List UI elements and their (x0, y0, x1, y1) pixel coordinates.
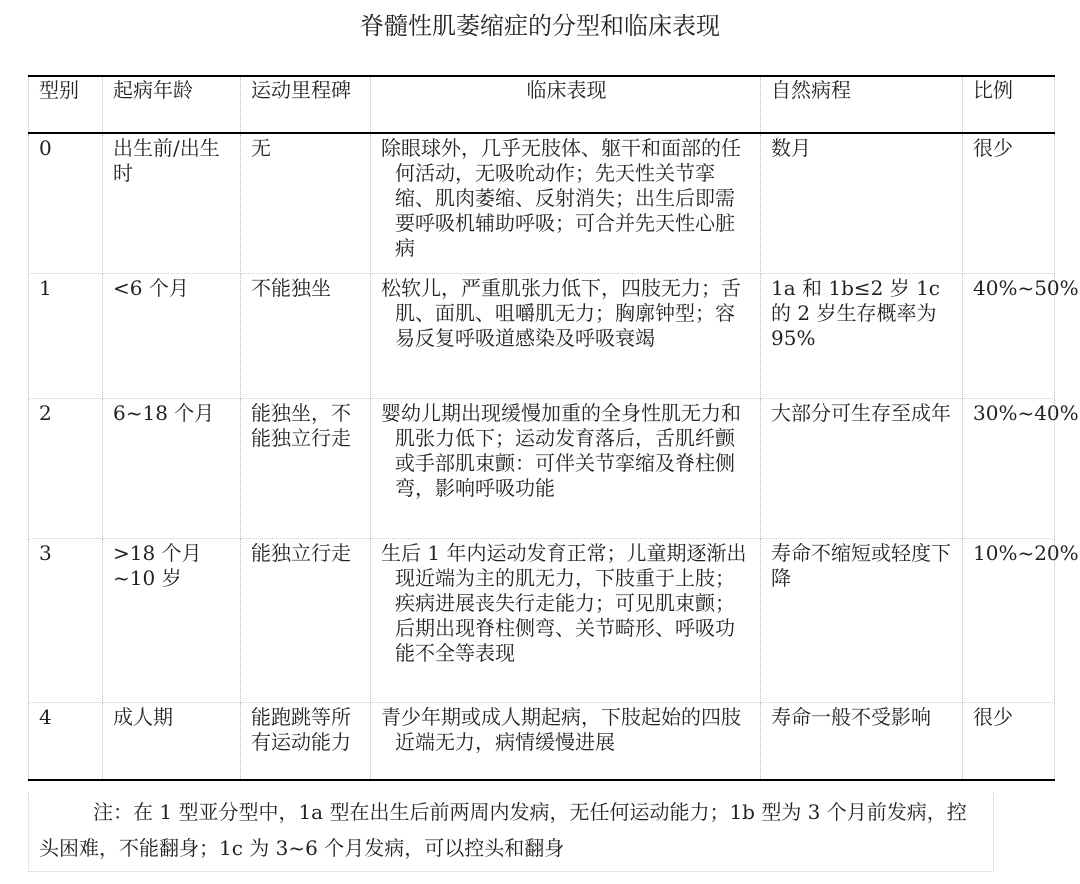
cell-onset-age: 成人期 (103, 703, 241, 781)
cell-onset-age: 6~18 个月 (103, 399, 241, 539)
cell-type: 4 (29, 703, 103, 781)
cell-course: 大部分可生存至成年 (761, 399, 963, 539)
cell-course: 寿命一般不受影响 (761, 703, 963, 781)
cell-type: 2 (29, 399, 103, 539)
cell-milestone: 能独坐，不能独立行走 (241, 399, 371, 539)
table-row (29, 703, 1055, 781)
cell-ratio: 10%~20% (963, 539, 1055, 703)
table-header-row (29, 76, 1055, 133)
footnote-text: 注：在 1 型亚分型中，1a 型在出生后前两周内发病，无任何运动能力；1b 型为 3 个月前发病，控头困难，不能翻身；1c 为 3~6 个月发病，可以控头和翻身 (39, 800, 967, 860)
table-row (29, 399, 1055, 539)
cell-milestone: 能跑跳等所有运动能力 (241, 703, 371, 781)
header-milestone: 运动里程碑 (241, 76, 371, 133)
cell-course: 数月 (761, 133, 963, 274)
cell-onset-age: >18 个月 ~10 岁 (103, 539, 241, 703)
header-onset-age: 起病年龄 (103, 76, 241, 133)
cell-milestone: 无 (241, 133, 371, 274)
cell-clinical: 婴幼儿期出现缓慢加重的全身性肌无力和肌张力低下；运动发育落后，舌肌纤颤或手部肌束颤：可伴关节挛缩及脊柱侧弯，影响呼吸功能 (371, 399, 761, 539)
cell-ratio: 40%~50% (963, 274, 1055, 399)
header-clinical: 临床表现 (371, 76, 761, 133)
cell-type: 0 (29, 133, 103, 274)
table-row (29, 274, 1055, 399)
table-row (29, 539, 1055, 703)
cell-onset-age: 出生前/出生时 (103, 133, 241, 274)
cell-ratio: 30%~40% (963, 399, 1055, 539)
cell-clinical: 青少年期或成人期起病，下肢起始的四肢近端无力，病情缓慢进展 (371, 703, 761, 781)
cell-ratio: 很少 (963, 133, 1055, 274)
cell-milestone: 能独立行走 (241, 539, 371, 703)
cell-onset-age: <6 个月 (103, 274, 241, 399)
cell-milestone: 不能独坐 (241, 274, 371, 399)
cell-ratio: 很少 (963, 703, 1055, 781)
cell-clinical: 松软儿，严重肌张力低下，四肢无力；舌肌、面肌、咀嚼肌无力；胸廓钟型；容易反复呼吸道感染及呼吸衰竭 (371, 274, 761, 399)
header-course: 自然病程 (761, 76, 963, 133)
cell-clinical: 除眼球外，几乎无肢体、躯干和面部的任何活动，无吸吮动作；先天性关节挛缩、肌肉萎缩、反射消失；出生后即需要呼吸机辅助呼吸；可合并先天性心脏病 (371, 133, 761, 274)
cell-type: 1 (29, 274, 103, 399)
document-title: 脊髓性肌萎缩症的分型和临床表现 (360, 12, 720, 40)
sma-classification-table (28, 75, 1079, 781)
header-type: 型别 (29, 76, 103, 133)
cell-type: 3 (29, 539, 103, 703)
header-ratio: 比例 (963, 76, 1055, 133)
table-footnote (28, 792, 994, 872)
table-row (29, 133, 1055, 274)
cell-course: 寿命不缩短或轻度下降 (761, 539, 963, 703)
cell-clinical: 生后 1 年内运动发育正常；儿童期逐渐出现近端为主的肌无力，下肢重于上肢；疾病进展丧失行走能力；可见肌束颤；后期出现脊柱侧弯、关节畸形、呼吸功能不全等表现 (371, 539, 761, 703)
cell-course: 1a 和 1b≤2 岁 1c 的 2 岁生存概率为 95% (761, 274, 963, 399)
